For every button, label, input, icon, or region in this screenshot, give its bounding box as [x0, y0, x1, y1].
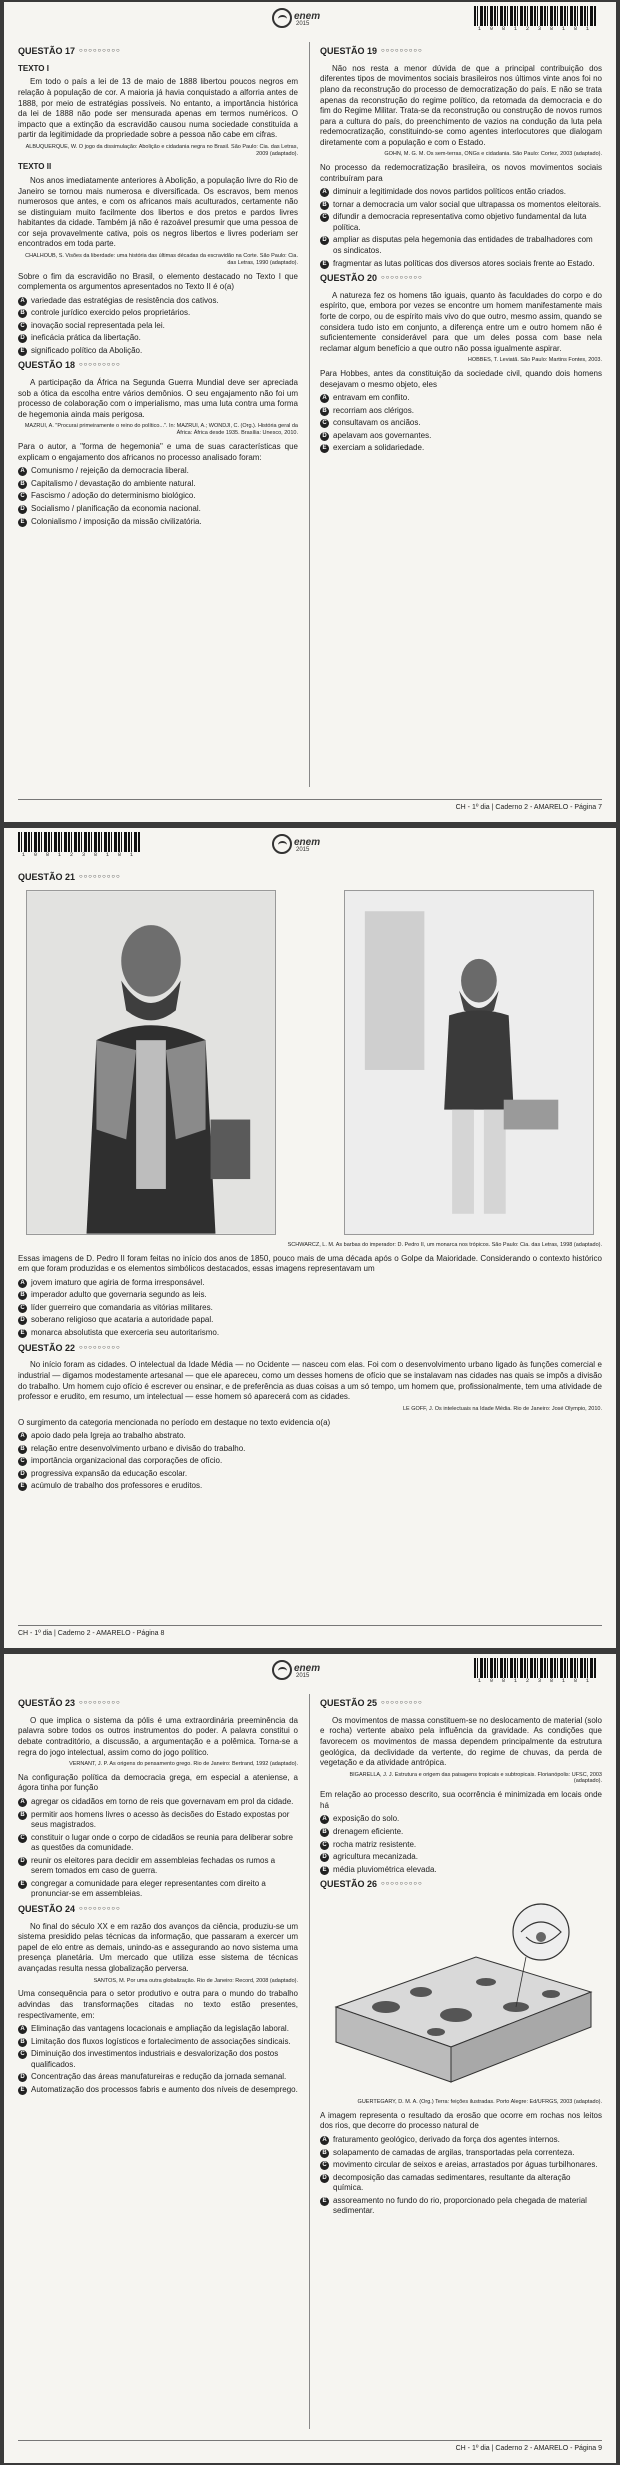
barcode: [474, 1658, 596, 1678]
question-stem: Em relação ao processo descrito, sua ocorrência é minimizada em locais onde há: [320, 1790, 602, 1810]
options-list: [320, 393, 602, 454]
option-c[interactable]: C Fascismo / adoção do determinismo biológico.: [18, 491, 298, 502]
source-citation: MAZRUI, A. "Procurai primeiramente o reino do político...". In: MAZRUI, A.; WONDJI, C. (Org.). História geral da África: África desde 1935. Brasília: Unesco, 2010.: [24, 423, 298, 437]
enem-logo-icon: [272, 8, 292, 28]
source-citation: ALBUQUERQUE, W. O jogo da dissimulação: Abolição e cidadania negra no Brasil. São Paulo: Cia. das Letras, 2009 (adaptado).: [25, 143, 298, 157]
option-a[interactable]: A Comunismo / rejeição da democracia liberal.: [18, 466, 298, 477]
option-e[interactable]: E congregar a comunidade para eleger representantes com direito a pronunciar-se em assembleias.: [18, 1879, 298, 1900]
option-a[interactable]: A fraturamento geológico, derivado da força dos agentes internos.: [320, 2135, 602, 2146]
portrait-images: [18, 890, 602, 1240]
option-a[interactable]: A jovem imaturo que agiria de forma irresponsável.: [18, 1278, 602, 1289]
question-24-heading: QUESTÃO 24 ○○○○○○○○○: [18, 1903, 121, 1914]
exam-page-7: [4, 2, 616, 822]
portrait-image-standing-emperor: [344, 890, 594, 1235]
page-header: [4, 1654, 616, 1690]
source-citation: SCHWARCZ, L. M. As barbas do imperador: D. Pedro II, um monarca nos trópicos. São Paulo: Cia. das Letras, 1998 (adaptado).: [287, 1241, 602, 1248]
option-a[interactable]: A agregar os cidadãos em torno de reis que governavam em prol da cidade.: [18, 1797, 298, 1808]
footer-rule: [18, 799, 602, 800]
source-citation: GUERTEGARY, D. M. A. (Org.) Terra: feições ilustradas. Porto Alegre: Ed/UFRGS, 2003 (adaptado).: [357, 2099, 602, 2106]
passage: Em todo o país a lei de 13 de maio de 1888 libertou poucos negros em relação à população de cor. A maioria já havia conquistado a alforria antes de 1888, por meio de estratégias possíveis. No entanto, a importância histórica da lei de 1888 não pode ser mensurada apenas em termos numéricos. O impacto que a extinção da escravidão causou numa sociedade constituída a partir da legitimidade da propriedade sobre a pessoa não cabe em cifras.: [18, 77, 298, 140]
passage: No final do século XX e em razão dos avanços da ciência, produziu-se um sistema presidido pelas técnicas da informação, que passaram a exercer um papel de elo entre as demais, unindo-as e assegurando ao novo sistema uma presença planetária. Um mercado que utiliza esse sistema de técnicas avançadas resulta nessa globalização perversa.: [18, 1921, 298, 1974]
option-d[interactable]: D Concentração das áreas manufatureiras e redução da jornada semanal.: [18, 2072, 298, 2083]
column-divider: [309, 1694, 310, 2429]
option-b[interactable]: B recorriam aos clérigos.: [320, 406, 602, 417]
text-label: TEXTO II: [18, 162, 52, 172]
source-citation: VERNANT, J. P. As origens do pensamento grego. Rio de Janeiro: Bertrand, 1992 (adaptado).: [69, 1761, 298, 1768]
options-list: [320, 2135, 602, 2217]
option-d[interactable]: D apelavam aos governantes.: [320, 431, 602, 442]
question-23-heading: QUESTÃO 23 ○○○○○○○○○: [18, 1698, 121, 1708]
footer-rule: [18, 2440, 602, 2441]
question-17-heading: QUESTÃO 17 ○○○○○○○○○: [18, 46, 121, 56]
option-e[interactable]: E significado político da Abolição.: [18, 346, 298, 357]
option-d[interactable]: D ineficácia prática da libertação.: [18, 333, 298, 344]
logo-year: 2015: [296, 847, 310, 853]
logo-year: 2015: [296, 1673, 310, 1679]
option-c[interactable]: C importância organizacional das corporações de ofício.: [18, 1456, 602, 1467]
option-c[interactable]: C inovação social representada pela lei.: [18, 321, 298, 332]
option-a[interactable]: A apoio dado pela Igreja ao trabalho abstrato.: [18, 1431, 602, 1442]
passage: Nos anos imediatamente anteriores à Abolição, a população livre do Rio de Janeiro se tornou mais numerosa e diversificada. Os escravos, bem menos numerosos que antes, e com os africanos mais aculturados, certamente não se distinguiam muito facilmente dos libertos e dos pretos e pardos livres habitantes da cidade. Também já não é razoável presumir que uma pessoa de cor seja provavelmente cativa, pois os negros libertos e livres poderiam ser encontrados em toda parte.: [18, 176, 298, 249]
option-e[interactable]: E assoreamento no fundo do rio, proporcionado pela chegada de material sedimentar.: [320, 2196, 602, 2217]
enem-logo-icon: [272, 1660, 292, 1680]
enem-logo: [272, 6, 332, 34]
passage: Os movimentos de massa constituem-se no deslocamento de material (solo e rocha) vertente abaixo pela influência da gravidade. As condições que favorecem os movimentos de massa dependem principalmente da estrutura geológica, da declividade da vertente, do regime de chuvas, da perda de vegetação e da atividade antrópica.: [320, 1715, 602, 1768]
options-list: [18, 466, 298, 527]
question-stem: O surgimento da categoria mencionada no período em destaque no texto evidencia o(a): [18, 1417, 331, 1427]
question-19-heading: QUESTÃO 19 ○○○○○○○○○: [320, 46, 423, 56]
option-d[interactable]: D ampliar as disputas pela hegemonia das entidades de trabalhadores com os sindicatos.: [320, 235, 602, 256]
options-list: [320, 187, 602, 269]
right-column: [320, 42, 602, 456]
question-stem: Para Hobbes, antes da constituição da sociedade civil, quando dois homens desejavam o mesmo objeto, eles: [320, 369, 602, 389]
option-e[interactable]: E fragmentar as lutas políticas dos diversos atores sociais frente ao Estado.: [320, 259, 602, 270]
option-a[interactable]: A entravam em conflito.: [320, 393, 602, 404]
option-c[interactable]: C consultavam os anciãos.: [320, 418, 602, 429]
left-column: [18, 42, 298, 529]
question-stem: A imagem representa o resultado da erosão que ocorre em rochas nos leitos dos rios, que decorre do processo natural de: [320, 2110, 602, 2131]
footer-rule: [18, 1625, 602, 1626]
option-b[interactable]: B controle jurídico exercido pelos proprietários.: [18, 308, 298, 319]
option-c[interactable]: C rocha matriz resistente.: [320, 1840, 602, 1851]
option-b[interactable]: B Limitação dos fluxos logísticos e fortalecimento de associações sindicais.: [18, 2037, 298, 2048]
riverbed-erosion-illustration: [326, 1897, 596, 2097]
option-e[interactable]: E monarca absolutista que exerceria seu autoritarismo.: [18, 1328, 602, 1339]
question-26-heading: QUESTÃO 26 ○○○○○○○○○: [320, 1879, 423, 1890]
question-stem: Uma consequência para o setor produtivo e outra para o mundo do trabalho advindas das transformações citadas no texto estão presentes, respectivamente, em:: [18, 1989, 298, 2020]
column-divider: [309, 42, 310, 787]
option-a[interactable]: A diminuir a legitimidade dos novos partidos políticos então criados.: [320, 187, 602, 198]
logo-text: enem: [294, 11, 321, 22]
question-stem: Na configuração política da democracia grega, em especial a ateniense, a ágora tinha por função: [18, 1772, 298, 1793]
option-c[interactable]: C Diminuição dos investimentos industriais e desvalorização dos postos qualificados.: [18, 2049, 298, 2070]
option-a[interactable]: A exposição do solo.: [320, 1814, 602, 1825]
option-b[interactable]: B solapamento de camadas de argilas, transportadas pela correnteza.: [320, 2148, 602, 2159]
option-b[interactable]: B permitir aos homens livres o acesso às decisões do Estado expostas por seus magistrados.: [18, 1810, 298, 1831]
option-c[interactable]: C movimento circular de seixos e areias, arrastados por águas turbilhonares.: [320, 2160, 602, 2171]
passage: No início foram as cidades. O intelectual da Idade Média — no Ocidente — nasceu com elas. Foi com o desenvolvimento urbano ligado às funções comercial e industrial — digamos modestamente artesanal — que ele apareceu, como um desses homens de ofício que se instalavam nas cidades nas quais se impôs a divisão do trabalho. Um homem cujo ofício é escrever ou ensinar, e de preferência as duas coisas a um só tempo, um homem que, profissionalmente, tem uma atividade de professor e erudito, em resumo, um intelectual — esse homem só aparecerá com as cidades.: [18, 1360, 602, 1402]
logo-text: enem: [294, 1663, 321, 1674]
passage: O que implica o sistema da pólis é uma extraordinária preeminência da palavra sobre todos os outros instrumentos do poder. A palavra constitui o debate contraditório, a discussão, a argumentação e a polêmica. Torna-se a regra do jogo intelectual, assim como do jogo político.: [18, 1715, 298, 1757]
question-stem: Essas imagens de D. Pedro II foram feitas no início dos anos de 1850, pouco mais de uma década após o Golpe da Maioridade. Considerando o contexto histórico em que foram produzidas e os elementos simbólicos destacados, essas imagens representavam um: [18, 1253, 602, 1274]
page-footer: CH - 1º dia | Caderno 2 - AMARELO - Página 8: [18, 1629, 165, 1637]
page-header: [4, 2, 616, 38]
option-d[interactable]: D soberano religioso que acataria a autoridade papal.: [18, 1315, 602, 1326]
question-25-heading: QUESTÃO 25 ○○○○○○○○○: [320, 1698, 423, 1708]
option-d[interactable]: D reunir os eleitores para decidir em assembleias fechadas os rumos a serem tomados em caso de guerra.: [18, 1856, 298, 1877]
source-citation: BIGARELLA, J. J. Estrutura e origem das paisagens tropicais e subtropicais. Florianópolis: UFSC, 2003 (adaptado).: [349, 1771, 602, 1785]
barcode-number: 1 0 8 1 2 3 8 1 8 1: [477, 1678, 592, 1684]
passage: A natureza fez os homens tão iguais, quanto às faculdades do corpo e do espírito, que, embora por vezes se encontre um homem manifestamente mais forte de corpo, ou de espírito mais vivo do que outro, mesmo assim, quando se considera tudo isto em conjunto, a diferença entre um e outro homem não é suficientemente considerável para que um deles possa com base nela reclamar algum benefício a que outro não possa igualmente aspirar.: [320, 290, 602, 353]
portrait-image-young-emperor: [26, 890, 276, 1235]
option-b[interactable]: B drenagem eficiente.: [320, 1827, 602, 1838]
option-b[interactable]: B imperador adulto que governaria segundo as leis.: [18, 1290, 602, 1301]
option-b[interactable]: B tornar a democracia um valor social que ultrapassa os momentos eleitorais.: [320, 200, 602, 211]
options-list: [18, 1797, 298, 1900]
option-d[interactable]: D Socialismo / planificação da economia nacional.: [18, 504, 298, 515]
option-d[interactable]: D progressiva expansão da educação escolar.: [18, 1469, 602, 1480]
question-22-heading: QUESTÃO 22 ○○○○○○○○○: [18, 1342, 121, 1353]
question-20-heading: QUESTÃO 20 ○○○○○○○○○: [320, 273, 423, 284]
option-b[interactable]: B relação entre desenvolvimento urbano e divisão do trabalho.: [18, 1444, 602, 1455]
options-list: [18, 296, 298, 357]
option-d[interactable]: D agricultura mecanizada.: [320, 1852, 602, 1863]
full-column: [18, 868, 602, 1494]
option-e[interactable]: E exerciam a solidariedade.: [320, 443, 602, 454]
page-footer: CH - 1º dia | Caderno 2 - AMARELO - Página 9: [455, 2444, 602, 2452]
source-citation: HOBBES, T. Leviatã. São Paulo: Martins Fontes, 2003.: [467, 357, 602, 364]
option-a[interactable]: A Eliminação das vantagens locacionais e ampliação da legislação laboral.: [18, 2024, 298, 2035]
option-d[interactable]: D decomposição das camadas sedimentares, resultante da alteração química.: [320, 2173, 602, 2194]
question-stem: Sobre o fim da escravidão no Brasil, o elemento destacado no Texto I que complementa os argumentos apresentados no Texto II é o(a): [18, 271, 298, 292]
page-footer: CH - 1º dia | Caderno 2 - AMARELO - Página 7: [455, 803, 602, 811]
source-citation: SANTOS, M. Por uma outra globalização. Rio de Janeiro: Record, 2008 (adaptado).: [93, 1977, 298, 1984]
exam-page-8: [4, 828, 616, 1648]
source-citation: LE GOFF, J. Os intelectuais na Idade Média. Rio de Janeiro: José Olympio, 2010.: [402, 1405, 602, 1412]
text-label: TEXTO I: [18, 63, 49, 73]
options-list: [18, 2024, 298, 2095]
option-e[interactable]: E acúmulo de trabalho dos professores e eruditos.: [18, 1481, 602, 1492]
barcode-number: 1 0 8 1 2 3 8 1 8 1: [477, 26, 592, 32]
options-list: [320, 1814, 602, 1875]
question-stem: Para o autor, a "forma de hegemonia" e uma de suas características que explicam o engajamento dos africanos no processo analisado foram:: [18, 442, 298, 462]
barcode: [18, 832, 140, 852]
left-column: [18, 1694, 298, 2097]
barcode-number: 1 0 8 1 2 3 8 1 8 1: [21, 852, 136, 858]
options-list: [18, 1431, 602, 1492]
right-column: [320, 1694, 602, 2219]
option-e[interactable]: E Colonialismo / imposição da missão civilizatória.: [18, 517, 298, 528]
options-list: [18, 1278, 602, 1339]
option-e[interactable]: E Automatização dos processos fabris e aumento dos níveis de desemprego.: [18, 2085, 298, 2096]
barcode: [474, 6, 596, 26]
question-stem: No processo da redemocratização brasileira, os novos movimentos sociais contribuíram para: [320, 163, 602, 183]
option-e[interactable]: E média pluviométrica elevada.: [320, 1865, 602, 1876]
passage: A participação da África na Segunda Guerra Mundial deve ser apreciada sob a ótica da escolha entre vários demônios. O seu engajamento não foi um processo de colaboração com o imperialismo, mas uma luta contra uma forma de hegemonia ainda mais perigosa.: [18, 378, 298, 419]
question-21-heading: QUESTÃO 21 ○○○○○○○○○: [18, 872, 121, 882]
enem-logo: [272, 832, 332, 860]
enem-logo-icon: [272, 834, 292, 854]
option-c[interactable]: C constituir o lugar onde o corpo de cidadãos se reunia para deliberar sobre as questões da comunidade.: [18, 1833, 298, 1854]
question-18-heading: QUESTÃO 18 ○○○○○○○○○: [18, 360, 121, 371]
passage: Não nos resta a menor dúvida de que a principal contribuição dos diferentes tipos de movimentos sociais brasileiros nos últimos vinte anos foi no plano da reconstrução do processo de democratização do país. E não se trata apenas da reconstrução do regime político, da retomada da democracia e do fim do Regime Militar. Trata-se da reconstrução ou construção de novos rumos para a cultura do país, do preenchimento de vazios na condução da luta pela redemocratização, constituindo-se como agentes interlocutores que dialogam diretamente com a população e com o Estado.: [320, 63, 602, 147]
source-citation: CHALHOUB, S. Visões da liberdade: uma história das últimas décadas da escravidão na Corte. São Paulo: Cia. das Letras, 1990 (adaptado).: [25, 252, 298, 266]
option-b[interactable]: B Capitalismo / devastação do ambiente natural.: [18, 479, 298, 490]
exam-page-9: [4, 1654, 616, 2463]
logo-text: enem: [294, 837, 321, 848]
enem-logo: [272, 1658, 332, 1686]
option-c[interactable]: C difundir a democracia representativa como objetivo fundamental da luta política.: [320, 212, 602, 233]
page-header: [4, 828, 616, 864]
option-a[interactable]: A variedade das estratégias de resistência dos cativos.: [18, 296, 298, 307]
source-citation: GOHN, M. G. M. Os sem-terras, ONGs e cidadania. São Paulo: Cortez, 2003 (adaptado).: [384, 151, 602, 158]
option-c[interactable]: C líder guerreiro que comandaria as vitórias militares.: [18, 1303, 602, 1314]
logo-year: 2015: [296, 21, 310, 27]
